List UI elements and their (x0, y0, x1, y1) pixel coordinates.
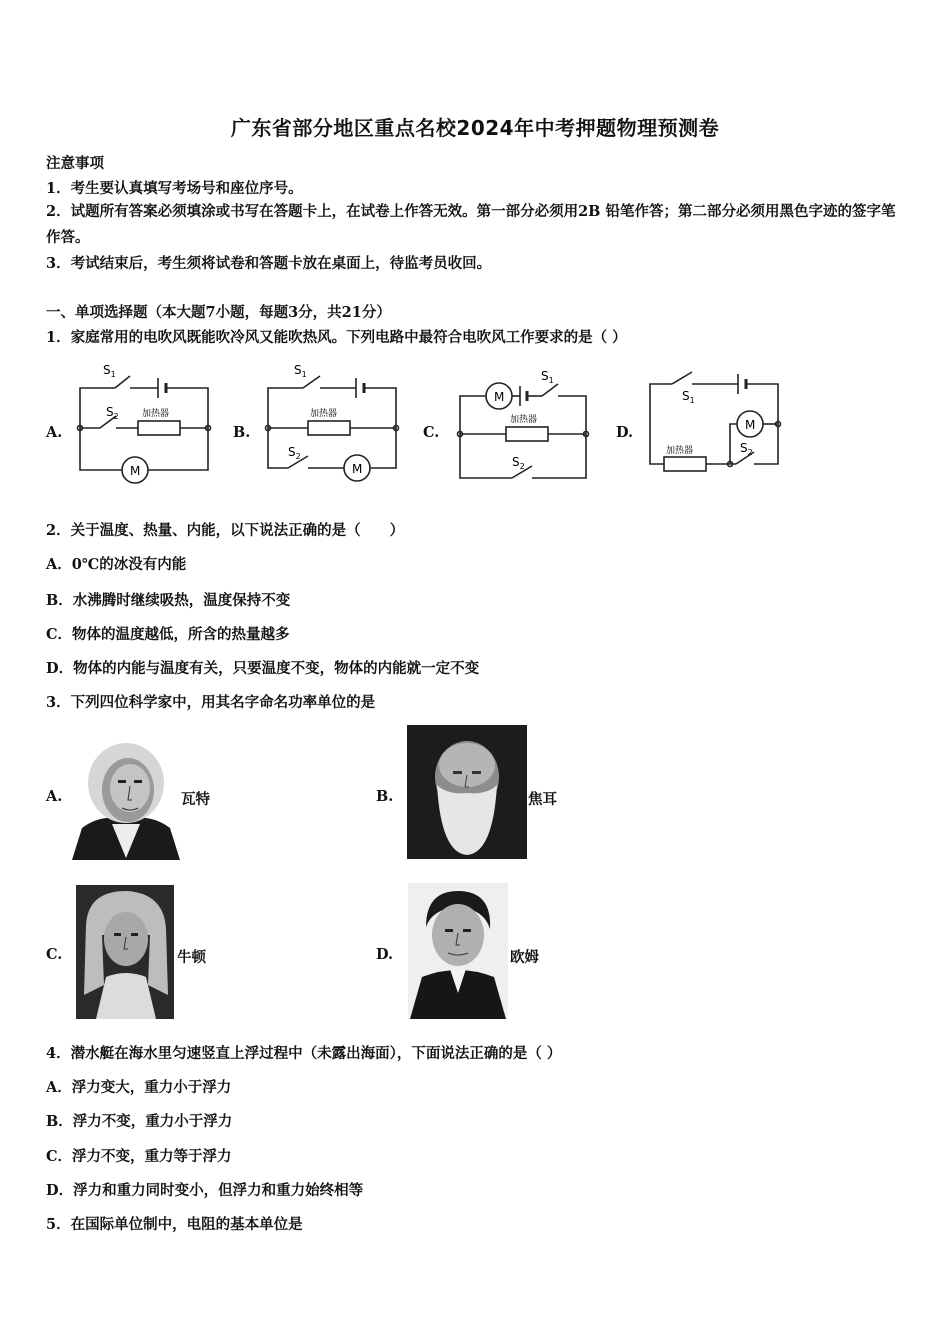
s2-label: $S_2$ (106, 405, 119, 421)
q3-option-c-name: 牛顿 (177, 949, 206, 966)
q5-stem: 5．在国际单位制中，电阻的基本单位是 (46, 1216, 303, 1233)
motor-label: M (130, 464, 141, 478)
switch-s1 (115, 376, 130, 388)
q4-option-b[interactable]: B．浮力不变，重力小于浮力 (46, 1113, 233, 1130)
notice-item-1: 1．考生要认真填写考场号和座位序号。 (46, 180, 303, 197)
circuit-a-diagram (70, 358, 220, 488)
q4-option-a[interactable]: A．浮力变大，重力小于浮力 (46, 1079, 232, 1096)
switch-s1 (542, 384, 558, 396)
watt-portrait (72, 728, 180, 860)
q2-stem: 2．关于温度、热量、内能，以下说法正确的是（ ） (46, 522, 405, 539)
page-title: 广东省部分地区重点名校2024年中考押题物理预测卷 (230, 116, 720, 140)
q3-option-d-letter[interactable]: D. (376, 946, 394, 963)
heater (664, 457, 706, 471)
q3-stem: 3．下列四位科学家中，用其名字命名功率单位的是 (46, 694, 376, 711)
q2-option-a[interactable]: A．0℃的冰没有内能 (46, 556, 187, 573)
notice-item-3: 3．考试结束后，考生须将试卷和答题卡放在桌面上，待监考员收回。 (46, 255, 492, 272)
q4-option-c[interactable]: C．浮力不变，重力等于浮力 (46, 1148, 232, 1165)
s1-label: $S_1$ (682, 389, 695, 405)
ohm-portrait (408, 883, 508, 1019)
motor-label: M (745, 418, 756, 432)
q1-option-d-label[interactable]: D. (616, 424, 634, 441)
q3-option-a-letter[interactable]: A. (46, 788, 63, 805)
s1-label: $S_1$ (103, 363, 116, 379)
switch-s1 (672, 372, 692, 384)
newton-portrait (76, 885, 174, 1019)
q4-option-d[interactable]: D．浮力和重力同时变小，但浮力和重力始终相等 (46, 1182, 364, 1199)
heater-label: 加热器 (510, 415, 538, 425)
q1-stem: 1．家庭常用的电吹风既能吹冷风又能吹热风。下列电路中最符合电吹风工作要求的是（ ） (46, 329, 627, 346)
q2-option-c[interactable]: C．物体的温度越低，所含的热量越多 (46, 626, 290, 643)
heater-label: 加热器 (310, 409, 338, 419)
heater-label: 加热器 (666, 446, 694, 456)
section-heading: 一、单项选择题（本大题7小题，每题3分，共21分） (46, 304, 391, 321)
q3-option-b-name: 焦耳 (528, 791, 557, 808)
notice-item-2: 2．试题所有答案必须填涂或书写在答题卡上，在试卷上作答无效。第一部分必须用2B 铅笔作答；第二部分必须用黑色字迹的签字笔作答。 (46, 203, 896, 246)
heater (506, 427, 548, 441)
s2-label: $S_2$ (740, 441, 753, 457)
q3-option-d-name: 欧姆 (510, 949, 539, 966)
heater (308, 421, 350, 435)
q4-stem: 4．潜水艇在海水里匀速竖直上浮过程中（未露出海面），下面说法正确的是（ ） (46, 1045, 562, 1062)
q2-option-d[interactable]: D．物体的内能与温度有关，只要温度不变，物体的内能就一定不变 (46, 660, 480, 677)
q3-option-b-letter[interactable]: B. (376, 788, 394, 805)
motor-label: M (494, 390, 505, 404)
s2-label: $S_2$ (288, 445, 301, 461)
q1-option-a-label[interactable]: A. (46, 424, 63, 441)
q3-option-a-name: 瓦特 (181, 791, 210, 808)
motor-label: M (352, 462, 363, 476)
q1-option-c-label[interactable]: C. (423, 424, 440, 441)
q3-option-c-letter[interactable]: C. (46, 946, 63, 963)
q1-option-b-label[interactable]: B. (233, 424, 251, 441)
heater-label: 加热器 (142, 409, 170, 419)
circuit-d-diagram (642, 366, 792, 481)
s1-label: $S_1$ (294, 363, 307, 379)
notice-heading: 注意事项 (46, 155, 104, 172)
circuit-b-diagram (258, 358, 408, 488)
joule-portrait (407, 725, 527, 859)
s2-label: $S_2$ (512, 455, 525, 471)
s1-label: $S_1$ (541, 369, 554, 385)
q2-option-b[interactable]: B．水沸腾时继续吸热，温度保持不变 (46, 592, 291, 609)
heater (138, 421, 180, 435)
circuit-c-diagram (450, 362, 600, 492)
